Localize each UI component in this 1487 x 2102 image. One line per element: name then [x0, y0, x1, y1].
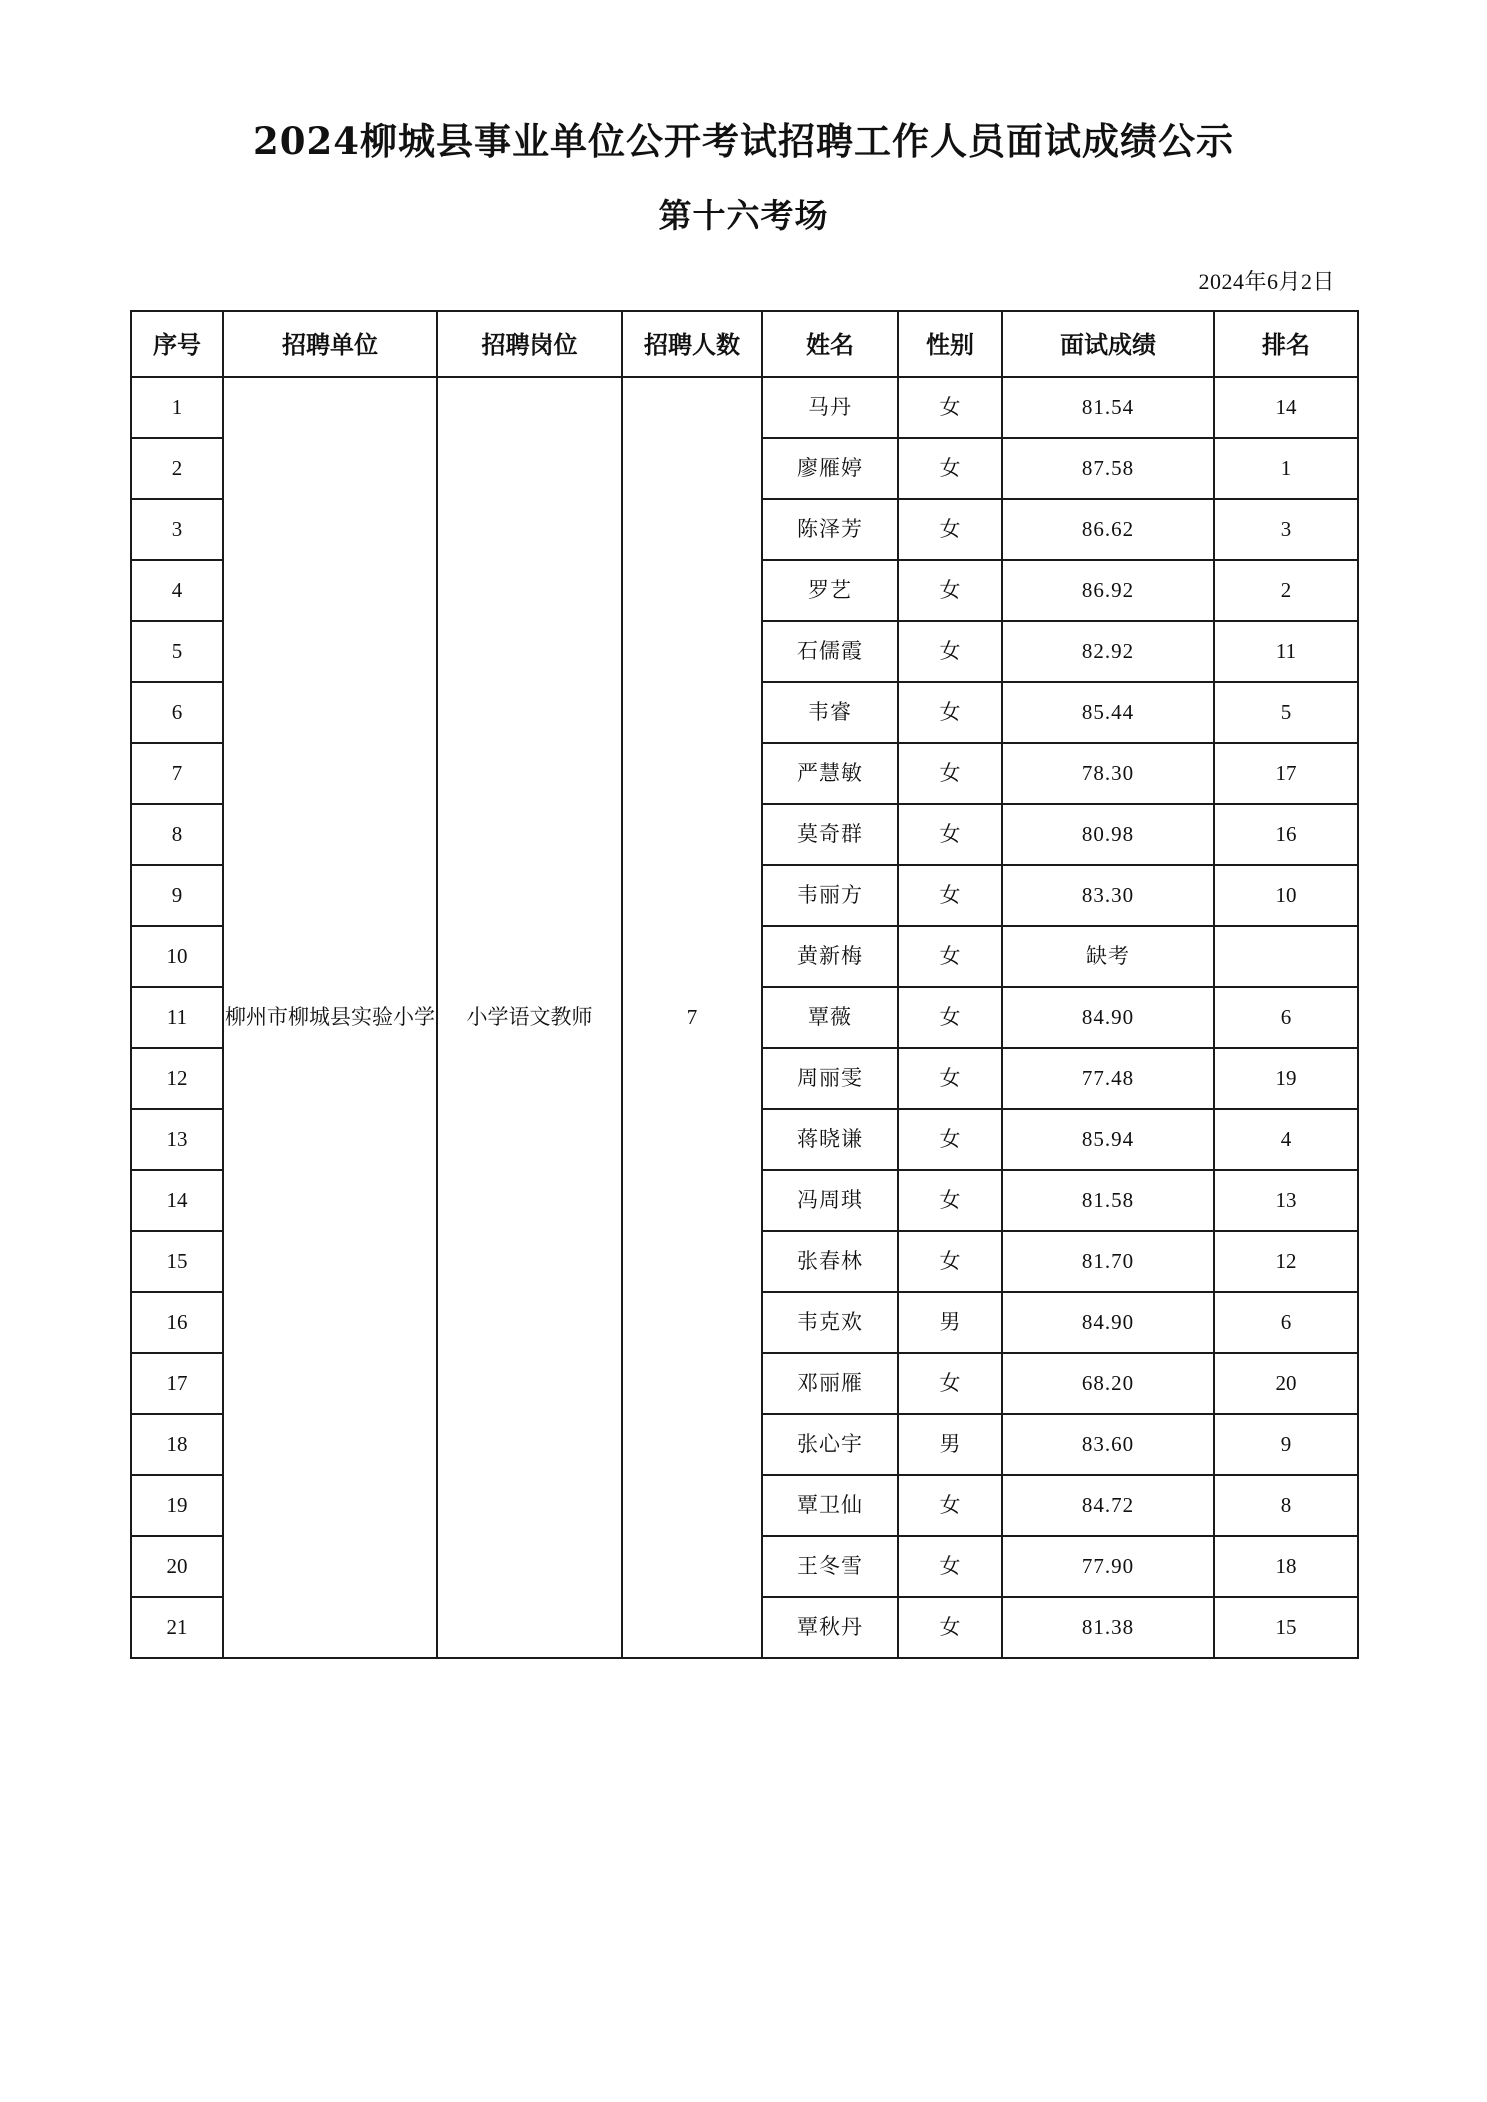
cell-interview-score: 83.60 — [1002, 1414, 1214, 1475]
cell-gender: 女 — [898, 682, 1002, 743]
cell-index: 20 — [131, 1536, 223, 1597]
cell-candidate-name: 覃秋丹 — [762, 1597, 898, 1658]
cell-rank: 3 — [1214, 499, 1358, 560]
cell-candidate-name: 黄新梅 — [762, 926, 898, 987]
cell-index: 15 — [131, 1231, 223, 1292]
cell-candidate-name: 莫奇群 — [762, 804, 898, 865]
cell-rank: 20 — [1214, 1353, 1358, 1414]
col-header-name: 姓名 — [762, 311, 898, 377]
cell-rank: 9 — [1214, 1414, 1358, 1475]
cell-rank: 10 — [1214, 865, 1358, 926]
cell-gender: 女 — [898, 499, 1002, 560]
cell-candidate-name: 严慧敏 — [762, 743, 898, 804]
cell-interview-score: 87.58 — [1002, 438, 1214, 499]
col-header-gender: 性别 — [898, 311, 1002, 377]
cell-interview-score: 81.70 — [1002, 1231, 1214, 1292]
cell-index: 3 — [131, 499, 223, 560]
table-body — [131, 377, 1358, 1658]
cell-interview-score: 68.20 — [1002, 1353, 1214, 1414]
cell-candidate-name: 周丽雯 — [762, 1048, 898, 1109]
cell-gender: 女 — [898, 377, 1002, 438]
cell-index: 17 — [131, 1353, 223, 1414]
cell-recruiting-unit: 柳州市柳城县实验小学 — [223, 377, 437, 1658]
cell-interview-score: 84.90 — [1002, 1292, 1214, 1353]
cell-interview-score: 84.72 — [1002, 1475, 1214, 1536]
cell-gender: 男 — [898, 1414, 1002, 1475]
cell-rank: 6 — [1214, 1292, 1358, 1353]
cell-rank: 14 — [1214, 377, 1358, 438]
cell-rank: 6 — [1214, 987, 1358, 1048]
cell-index: 21 — [131, 1597, 223, 1658]
cell-index: 16 — [131, 1292, 223, 1353]
cell-gender: 女 — [898, 1231, 1002, 1292]
cell-gender: 女 — [898, 926, 1002, 987]
cell-index: 11 — [131, 987, 223, 1048]
cell-interview-score: 85.94 — [1002, 1109, 1214, 1170]
cell-interview-score: 84.90 — [1002, 987, 1214, 1048]
cell-candidate-name: 王冬雪 — [762, 1536, 898, 1597]
col-header-index: 序号 — [131, 311, 223, 377]
cell-rank: 13 — [1214, 1170, 1358, 1231]
cell-index: 6 — [131, 682, 223, 743]
cell-interview-score: 78.30 — [1002, 743, 1214, 804]
cell-index: 1 — [131, 377, 223, 438]
cell-gender: 女 — [898, 1353, 1002, 1414]
col-header-post: 招聘岗位 — [437, 311, 622, 377]
cell-interview-score: 81.58 — [1002, 1170, 1214, 1231]
cell-gender: 女 — [898, 743, 1002, 804]
table-row — [131, 377, 1358, 438]
page-title: 2024柳城县事业单位公开考试招聘工作人员面试成绩公示 — [253, 119, 1234, 163]
cell-index: 14 — [131, 1170, 223, 1231]
cell-index: 18 — [131, 1414, 223, 1475]
cell-interview-score: 86.92 — [1002, 560, 1214, 621]
cell-candidate-name: 邓丽雁 — [762, 1353, 898, 1414]
cell-rank: 2 — [1214, 560, 1358, 621]
cell-candidate-name: 罗艺 — [762, 560, 898, 621]
cell-candidate-name: 蒋晓谦 — [762, 1109, 898, 1170]
cell-gender: 女 — [898, 1109, 1002, 1170]
cell-candidate-name: 冯周琪 — [762, 1170, 898, 1231]
col-header-rank: 排名 — [1214, 311, 1358, 377]
cell-index: 5 — [131, 621, 223, 682]
cell-interview-score: 85.44 — [1002, 682, 1214, 743]
cell-rank — [1214, 926, 1358, 987]
cell-interview-score: 86.62 — [1002, 499, 1214, 560]
cell-rank: 12 — [1214, 1231, 1358, 1292]
results-table — [130, 310, 1359, 1659]
cell-headcount: 7 — [622, 377, 762, 1658]
cell-index: 10 — [131, 926, 223, 987]
cell-rank: 5 — [1214, 682, 1358, 743]
cell-rank: 8 — [1214, 1475, 1358, 1536]
cell-candidate-name: 韦丽方 — [762, 865, 898, 926]
cell-candidate-name: 覃卫仙 — [762, 1475, 898, 1536]
cell-gender: 女 — [898, 1475, 1002, 1536]
cell-gender: 女 — [898, 1048, 1002, 1109]
cell-candidate-name: 韦克欢 — [762, 1292, 898, 1353]
col-header-headcount: 招聘人数 — [622, 311, 762, 377]
table-header-row — [131, 311, 1358, 377]
cell-recruiting-post: 小学语文教师 — [437, 377, 622, 1658]
cell-rank: 16 — [1214, 804, 1358, 865]
cell-rank: 11 — [1214, 621, 1358, 682]
cell-interview-score: 缺考 — [1002, 926, 1214, 987]
cell-interview-score: 82.92 — [1002, 621, 1214, 682]
cell-rank: 18 — [1214, 1536, 1358, 1597]
cell-candidate-name: 陈泽芳 — [762, 499, 898, 560]
cell-rank: 1 — [1214, 438, 1358, 499]
cell-gender: 女 — [898, 987, 1002, 1048]
cell-gender: 女 — [898, 438, 1002, 499]
cell-interview-score: 83.30 — [1002, 865, 1214, 926]
col-header-unit: 招聘单位 — [223, 311, 437, 377]
cell-index: 12 — [131, 1048, 223, 1109]
col-header-score: 面试成绩 — [1002, 311, 1214, 377]
cell-interview-score: 77.90 — [1002, 1536, 1214, 1597]
cell-rank: 17 — [1214, 743, 1358, 804]
cell-gender: 女 — [898, 1170, 1002, 1231]
cell-gender: 女 — [898, 560, 1002, 621]
cell-rank: 19 — [1214, 1048, 1358, 1109]
cell-index: 2 — [131, 438, 223, 499]
cell-candidate-name: 石儒霞 — [762, 621, 898, 682]
results-table-wrapper — [130, 310, 1357, 1659]
cell-gender: 女 — [898, 621, 1002, 682]
cell-candidate-name: 廖雁婷 — [762, 438, 898, 499]
publish-date: 2024年6月2日 — [1198, 269, 1335, 295]
cell-rank: 15 — [1214, 1597, 1358, 1658]
cell-index: 7 — [131, 743, 223, 804]
cell-index: 13 — [131, 1109, 223, 1170]
cell-gender: 女 — [898, 1597, 1002, 1658]
cell-gender: 女 — [898, 804, 1002, 865]
cell-candidate-name: 张春林 — [762, 1231, 898, 1292]
cell-interview-score: 81.38 — [1002, 1597, 1214, 1658]
cell-gender: 男 — [898, 1292, 1002, 1353]
cell-rank: 4 — [1214, 1109, 1358, 1170]
cell-index: 9 — [131, 865, 223, 926]
cell-index: 19 — [131, 1475, 223, 1536]
cell-candidate-name: 覃薇 — [762, 987, 898, 1048]
title-block — [0, 0, 1487, 237]
cell-interview-score: 80.98 — [1002, 804, 1214, 865]
cell-gender: 女 — [898, 1536, 1002, 1597]
cell-interview-score: 81.54 — [1002, 377, 1214, 438]
cell-candidate-name: 张心宇 — [762, 1414, 898, 1475]
page-subtitle: 第十六考场 — [658, 196, 829, 236]
cell-index: 8 — [131, 804, 223, 865]
cell-interview-score: 77.48 — [1002, 1048, 1214, 1109]
cell-candidate-name: 马丹 — [762, 377, 898, 438]
cell-index: 4 — [131, 560, 223, 621]
cell-candidate-name: 韦睿 — [762, 682, 898, 743]
cell-gender: 女 — [898, 865, 1002, 926]
